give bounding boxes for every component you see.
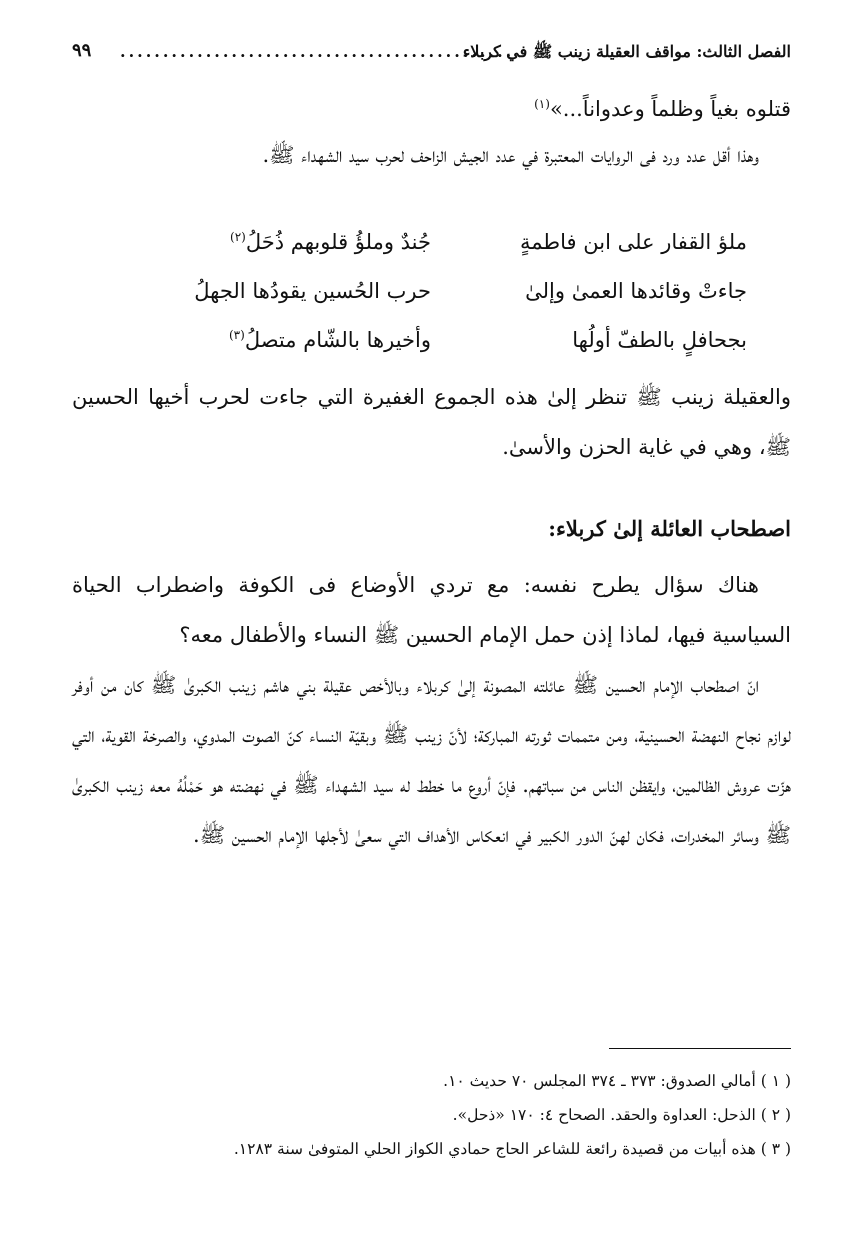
footnote-separator	[609, 1048, 791, 1049]
footnote-ref-2: (٢)	[230, 230, 246, 244]
paragraph-zaynab-watching: والعقيلة زينب ﷺ تنظر إلىٰ هذه الجموع الغفيرة التي جاءت لحرب أخيها الحسين ﷺ، وهي في غاية الحزن والأسىٰ.	[72, 385, 791, 459]
verse-first-hemistich: جاءتْ وقائدها العمىٰ وإلىٰ	[525, 279, 747, 303]
page-number: ٩٩	[72, 40, 92, 61]
verse-first-hemistich: ملؤ القفار على ابن فاطمةٍ	[520, 230, 747, 254]
footnote-2: ( ٢ ) الذحل: العداوة والحقد. الصحاح ٤: ١٧٠ «ذحل».	[452, 1106, 791, 1124]
verse-second-hemistich: جُندٌ وملؤُ قلوبهم ذُحَلُ$^{(٢)}$	[230, 230, 431, 254]
paragraph-army-count: وهذا أقل عدد ورد فى الروايات المعتبرة في عدد الجيش الزاحف لحرب سيد الشهداء ﷺ.	[262, 143, 759, 167]
footnote-ref-1: (١)	[534, 97, 550, 111]
chapter-title: الفصل الثالث: مواقف العقيلة زينب ﷺ في كربلاء	[462, 42, 791, 61]
paragraph-question: هناك سؤال يطرح نفسه: مع تردي الأوضاع فى الكوفة واضطراب الحياة السياسية فيها، لماذا إذن حمل الإمام الحسين ﷺ النساء والأطفال معه؟	[72, 573, 791, 647]
poem-verse	[72, 222, 791, 271]
footnote-1: ( ١ ) أمالي الصدوق: ٣٧٣ ـ ٣٧٤ المجلس ٧٠ حديث ١٠.	[443, 1072, 791, 1090]
book-page	[72, 0, 791, 1251]
verse-first-hemistich: بجحافلٍ بالطفّ أولُها	[572, 328, 747, 352]
footnotes	[72, 1072, 791, 1174]
verse-second-hemistich: حرب الحُسين يقودُها الجهلُ	[194, 279, 431, 303]
verse-second-hemistich: وأخيرها بالشّام متصلُ$^{(٣)}$	[228, 328, 431, 352]
poem-verses	[72, 222, 791, 369]
poem-verse	[72, 271, 791, 320]
leader-dots: ..............................................	[120, 42, 515, 61]
poem-verse	[72, 320, 791, 369]
footnote-ref-3: (٣)	[228, 328, 245, 342]
paragraph-answer: انّ اصطحاب الإمام الحسين ﷺ عائلته المصونة إلىٰ كربلاء وبالأخص عقيلة بني هاشم زينب الكبرىٰ ﷺ كان من أوفر لوازم نجاح النهضة الحسينية، ومن متممات ثورته المباركة؛ لأنّ زينب ﷺ وبقيّة النساء كنّ الصوت المدوي، والصرخة القوية، التي هزّت عروش الظالمين، وايقظن الناس من سباتهم. فإنّ أروع ما خطط له سيد الشهداء ﷺ في نهضته هو حَمْلُهُ معه زينب الكبرىٰ ﷺ وسائر المخدرات، فكان لهنّ الدور الكبير في انعكاس الأهداف التي سعىٰ لأجلها الإمام الحسين ﷺ.	[72, 673, 791, 847]
opening-quote-text: قتلوه بغياً وظلماً وعدواناً...»	[549, 97, 791, 121]
opening-quote-line	[72, 82, 791, 131]
footnote-3: ( ٣ ) هذه أبيات من قصيدة رائعة للشاعر الحاج حمادي الكواز الحلي المتوفىٰ سنة ١٢٨٣.	[233, 1140, 791, 1158]
running-header	[72, 38, 791, 66]
section-heading: اصطحاب العائلة إلىٰ كربلاء:	[548, 516, 791, 541]
